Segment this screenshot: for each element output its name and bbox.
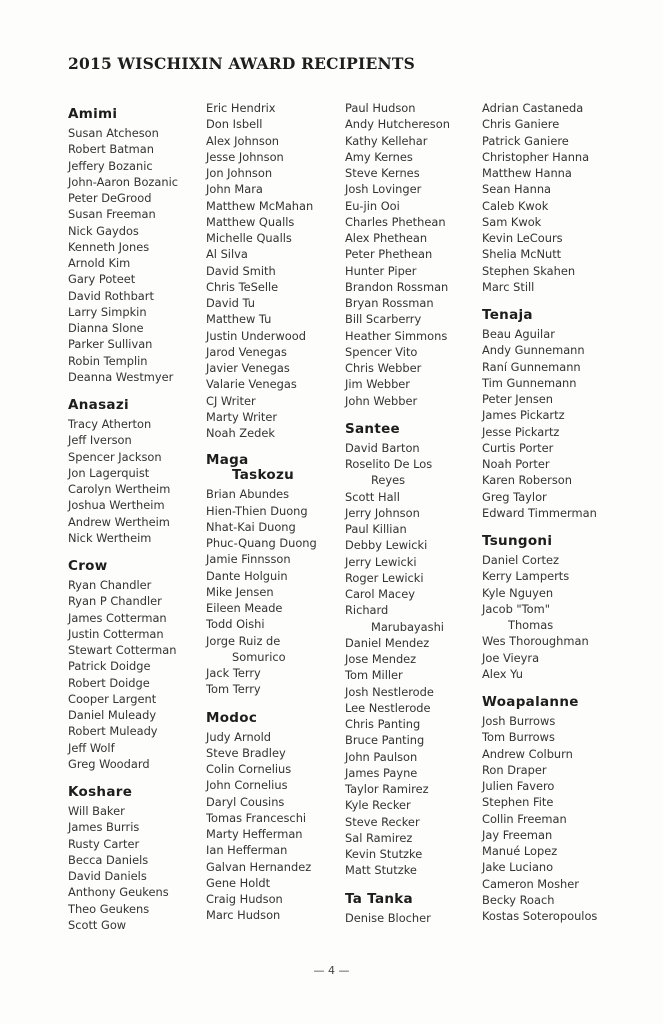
recipient-name: Phuc-Quang Duong xyxy=(206,536,317,550)
recipient-list xyxy=(68,125,218,385)
group-heading-text: Tenaja xyxy=(482,307,533,323)
recipient-name: Ron Draper xyxy=(482,762,547,777)
recipient-name: Kenneth Jones xyxy=(68,239,150,254)
recipient-list xyxy=(345,440,495,879)
recipient-name: Josh Burrows xyxy=(482,714,556,728)
recipient-name: Daniel Cortez xyxy=(482,553,559,567)
recipient-name: Nhat-Kai Duong xyxy=(206,519,296,534)
recipient-name: Valarie Venegas xyxy=(206,377,297,392)
recipient-name: Jorge Ruiz de xyxy=(206,633,281,648)
recipient-name: James Payne xyxy=(345,765,418,780)
recipient-name: Mike Jensen xyxy=(206,584,274,599)
recipient-group xyxy=(482,694,632,924)
recipient-name: James Pickartz xyxy=(482,408,565,423)
recipient-name: Bill Scarberry xyxy=(345,312,422,327)
group-heading xyxy=(345,891,495,907)
recipient-name: John Paulson xyxy=(345,749,418,764)
recipient-name: Becca Daniels xyxy=(68,852,149,867)
recipient-name: Will Baker xyxy=(68,804,125,818)
group-heading-text: Ta Tanka xyxy=(345,890,413,907)
recipient-list xyxy=(345,910,495,926)
recipient-name: Matthew Tu xyxy=(206,312,272,327)
recipient-name: Daryl Cousins xyxy=(206,794,285,809)
recipient-name: James Burris xyxy=(68,820,140,835)
recipient-name: John Webber xyxy=(345,393,418,408)
recipient-name: Robert Batman xyxy=(68,142,154,157)
group-heading-text-line2: Taskozu xyxy=(232,467,295,484)
recipient-name: Larry Simpkin xyxy=(68,304,147,319)
recipient-name: Parker Sullivan xyxy=(68,337,153,352)
recipient-name: Colin Cornelius xyxy=(206,762,292,776)
recipient-name: Heather Simmons xyxy=(345,328,448,343)
recipient-group xyxy=(345,421,495,879)
recipient-group xyxy=(482,533,632,682)
recipient-name: Arnold Kim xyxy=(68,256,131,270)
recipient-name: Tom Terry xyxy=(206,682,261,697)
recipient-list xyxy=(68,577,218,772)
recipient-name: Reyes xyxy=(371,473,406,488)
recipient-name: Paul Killian xyxy=(345,522,407,536)
recipient-name: Andy Gunnemann xyxy=(482,343,585,358)
group-heading-text: Anasazi xyxy=(68,397,129,413)
recipient-name: Roger Lewicki xyxy=(345,570,424,585)
recipient-name: Hunter Piper xyxy=(345,263,417,278)
recipient-name: Jake Luciano xyxy=(482,860,554,875)
recipient-name: Caleb Kwok xyxy=(482,198,549,213)
recipient-name: Alex Phethean xyxy=(345,231,428,245)
group-heading-text: Amimi xyxy=(68,106,118,122)
recipient-name: Peter Phethean xyxy=(345,247,433,262)
recipient-name: Tom Miller xyxy=(345,668,403,683)
recipient-name: Greg Woodard xyxy=(68,756,150,771)
recipient-list xyxy=(482,326,632,521)
recipient-name: Greg Taylor xyxy=(482,489,547,504)
group-heading xyxy=(68,397,218,413)
recipient-name: Nick Gaydos xyxy=(68,223,139,238)
recipient-name: Marc Still xyxy=(482,279,535,294)
recipient-name: Stephen Fite xyxy=(482,795,554,810)
recipient-name: Eric Hendrix xyxy=(206,101,276,115)
recipient-name: Matt Stutzke xyxy=(345,863,417,878)
recipient-name: Wes Thoroughman xyxy=(482,634,589,649)
recipient-group xyxy=(345,891,495,926)
recipient-list xyxy=(345,100,495,409)
recipient-name: Galvan Hernandez xyxy=(206,859,312,874)
group-heading xyxy=(482,533,632,549)
group-heading-text: Tsungoni xyxy=(482,533,553,549)
recipient-name: Justin Underwood xyxy=(206,328,306,343)
column-4 xyxy=(482,100,632,936)
column-1 xyxy=(68,100,218,945)
recipient-name: Josh Lovinger xyxy=(345,182,422,197)
recipient-name: Marubayashi xyxy=(371,619,444,634)
recipient-name: Kyle Nguyen xyxy=(482,585,554,600)
page-title: 2015 WISCHIXIN AWARD RECIPIENTS xyxy=(68,54,415,73)
recipient-list xyxy=(68,803,218,933)
recipient-name: Jesse Johnson xyxy=(206,149,284,164)
recipient-name: Robert Muleady xyxy=(68,724,158,739)
recipient-name: Deanna Westmyer xyxy=(68,369,174,384)
group-heading-text: Maga xyxy=(206,452,249,469)
recipient-name: David Rothbart xyxy=(68,288,154,303)
recipient-name: David Daniels xyxy=(68,869,147,883)
recipient-name: Steve Bradley xyxy=(206,745,286,760)
recipient-name: Susan Freeman xyxy=(68,207,156,222)
recipient-name: Chris TeSelle xyxy=(206,279,279,294)
recipient-name: Bruce Panting xyxy=(345,733,425,748)
recipient-name: Roselito De Los xyxy=(345,457,433,471)
recipient-group xyxy=(206,710,356,924)
recipient-name: Robert Doidge xyxy=(68,675,150,690)
group-heading xyxy=(68,784,218,800)
recipient-name: Tim Gunnemann xyxy=(482,375,577,390)
recipient-name: David Smith xyxy=(206,263,276,278)
recipient-name: Noah Porter xyxy=(482,457,550,471)
recipient-name: Kyle Recker xyxy=(345,798,411,813)
recipient-name: Kostas Soteropoulos xyxy=(482,909,598,923)
recipient-name: Tom Burrows xyxy=(482,730,555,745)
group-heading xyxy=(68,106,218,122)
recipient-name: Daniel Mendez xyxy=(345,635,430,650)
recipient-name: Alex Yu xyxy=(482,666,523,681)
recipient-name: Manué Lopez xyxy=(482,844,558,858)
recipient-name: Gene Holdt xyxy=(206,875,271,890)
recipient-list xyxy=(482,100,632,295)
recipient-name: Bryan Rossman xyxy=(345,296,434,310)
recipient-name: Dianna Slone xyxy=(68,321,144,335)
recipient-name: Steve Recker xyxy=(345,814,420,829)
recipient-name: Michelle Qualls xyxy=(206,231,292,245)
recipient-group xyxy=(68,784,218,933)
group-heading xyxy=(482,307,632,323)
recipient-name: Kathy Kellehar xyxy=(345,133,428,148)
recipient-name: Joshua Wertheim xyxy=(68,498,165,513)
recipient-group xyxy=(68,397,218,546)
recipient-name: Eu-jin Ooi xyxy=(345,198,400,213)
group-heading xyxy=(68,558,218,574)
recipient-name: Patrick Ganiere xyxy=(482,133,569,148)
recipient-name: Curtis Porter xyxy=(482,440,554,455)
recipient-name: Eileen Meade xyxy=(206,601,283,615)
recipient-name: Kevin Stutzke xyxy=(345,847,423,861)
group-heading-text: Woapalanne xyxy=(482,694,579,710)
recipient-name: Jay Freeman xyxy=(482,827,553,842)
recipient-list xyxy=(206,486,356,697)
recipient-name: Ryan P Chandler xyxy=(68,594,162,609)
recipient-group xyxy=(482,100,632,295)
recipient-list xyxy=(68,416,218,546)
recipient-name: Stephen Skahen xyxy=(482,263,576,278)
recipient-name: Taylor Ramirez xyxy=(345,782,429,796)
recipient-name: Justin Cotterman xyxy=(68,626,164,641)
recipient-name: Anthony Geukens xyxy=(68,885,169,900)
recipient-name: Gary Poteet xyxy=(68,272,136,287)
recipient-name: Hien-Thien Duong xyxy=(206,503,308,518)
recipient-group xyxy=(68,558,218,772)
recipient-name: John-Aaron Bozanic xyxy=(68,174,179,189)
recipient-name: Edward Timmerman xyxy=(482,505,597,520)
recipient-name: Patrick Doidge xyxy=(68,659,151,674)
recipient-name: Chris Panting xyxy=(345,717,421,731)
recipient-name: Jeff Iverson xyxy=(68,433,132,448)
recipient-name: Denise Blocher xyxy=(345,910,431,925)
recipient-name: Al Silva xyxy=(206,247,248,262)
recipient-name: Julien Favero xyxy=(482,779,555,793)
recipient-name: Josh Nestlerode xyxy=(345,684,434,699)
group-heading-text: Koshare xyxy=(68,784,133,800)
recipient-name: Jarod Venegas xyxy=(206,344,287,359)
recipient-name: Jeff Wolf xyxy=(68,740,115,755)
recipient-name: Collin Freeman xyxy=(482,811,567,826)
recipient-name: Robin Templin xyxy=(68,353,148,368)
recipient-name: Daniel Muleady xyxy=(68,708,157,722)
recipient-name: Matthew McMahan xyxy=(206,198,314,213)
recipient-name: Raní Gunnemann xyxy=(482,359,581,374)
recipient-name: Peter Jensen xyxy=(482,392,553,406)
recipient-name: Jack Terry xyxy=(206,666,261,680)
recipient-name: Nick Wertheim xyxy=(68,530,152,545)
recipient-name: Steve Kernes xyxy=(345,166,420,180)
recipient-name: Don Isbell xyxy=(206,117,263,132)
recipient-name: David Barton xyxy=(345,440,420,455)
recipient-name: John Mara xyxy=(206,182,263,197)
recipient-name: Jose Mendez xyxy=(345,652,417,666)
column-3 xyxy=(345,100,495,938)
recipient-name: Susan Atcheson xyxy=(68,126,159,140)
recipient-name: CJ Writer xyxy=(206,393,256,408)
recipient-name: Matthew Qualls xyxy=(206,214,295,229)
group-heading xyxy=(345,421,495,437)
recipient-name: Christopher Hanna xyxy=(482,149,590,164)
recipient-name: Andrew Wertheim xyxy=(68,514,170,529)
recipient-name: Chris Webber xyxy=(345,361,422,375)
recipient-name: Adrian Castaneda xyxy=(482,101,584,115)
group-heading-text: Modoc xyxy=(206,709,258,726)
recipient-name: Beau Aguilar xyxy=(482,327,555,341)
recipient-name: Ryan Chandler xyxy=(68,578,152,592)
recipient-name: Chris Ganiere xyxy=(482,117,560,132)
recipient-group xyxy=(68,106,218,385)
recipient-name: Marty Writer xyxy=(206,409,278,424)
recipient-name: Becky Roach xyxy=(482,892,555,907)
recipient-name: Jerry Lewicki xyxy=(345,554,417,569)
recipient-name: Jerry Johnson xyxy=(345,505,420,520)
recipient-name: Ian Hefferman xyxy=(206,843,288,858)
recipient-name: Todd Oishi xyxy=(206,617,265,632)
recipient-name: Scott Hall xyxy=(345,489,400,504)
group-heading xyxy=(206,453,356,483)
recipient-name: John Cornelius xyxy=(206,778,288,793)
recipient-name: Jon Lagerquist xyxy=(68,465,150,480)
recipient-name: Karen Roberson xyxy=(482,473,572,488)
recipient-name: Jon Johnson xyxy=(206,166,273,180)
recipient-name: Shelia McNutt xyxy=(482,247,562,262)
recipient-name: Brian Abundes xyxy=(206,487,290,502)
recipient-name: Thomas xyxy=(508,618,554,632)
recipient-name: Kerry Lamperts xyxy=(482,569,570,584)
recipient-name: Rusty Carter xyxy=(68,836,140,851)
recipient-name: Somurico xyxy=(232,649,286,664)
recipient-name: Amy Kernes xyxy=(345,149,413,164)
recipient-name: Cooper Largent xyxy=(68,691,157,706)
group-heading xyxy=(482,694,632,710)
recipient-name: Paul Hudson xyxy=(345,101,416,115)
recipient-name: Jeffery Bozanic xyxy=(68,158,153,173)
recipient-name: Dante Holguin xyxy=(206,568,288,583)
group-heading-text: Santee xyxy=(345,420,401,437)
recipient-name: Craig Hudson xyxy=(206,892,283,906)
column-2 xyxy=(206,100,356,936)
recipient-name: Carol Macey xyxy=(345,587,415,601)
recipient-name: Sam Kwok xyxy=(482,214,542,229)
recipient-name: Sean Hanna xyxy=(482,182,552,197)
recipient-name: Spencer Jackson xyxy=(68,449,162,464)
recipient-name: James Cotterman xyxy=(68,610,167,625)
recipient-name: Lee Nestlerode xyxy=(345,700,431,715)
recipient-name: Judy Arnold xyxy=(206,729,272,744)
recipient-list xyxy=(206,729,356,924)
recipient-group xyxy=(482,307,632,521)
recipient-name: Jim Webber xyxy=(345,377,410,392)
recipient-name: Debby Lewicki xyxy=(345,538,428,553)
page-number: — 4 — xyxy=(313,964,350,977)
recipient-name: Spencer Vito xyxy=(345,344,418,359)
recipient-name: Peter DeGrood xyxy=(68,191,152,205)
group-heading xyxy=(206,710,356,726)
recipient-name: Theo Geukens xyxy=(68,901,150,916)
recipient-name: Marty Hefferman xyxy=(206,827,303,841)
recipient-name: Stewart Cotterman xyxy=(68,643,177,657)
recipient-name: Marc Hudson xyxy=(206,908,281,923)
recipient-name: Cameron Mosher xyxy=(482,876,579,891)
recipient-name: Brandon Rossman xyxy=(345,279,449,294)
recipient-name: Tracy Atherton xyxy=(68,417,152,431)
recipient-name: Javier Venegas xyxy=(206,361,290,375)
recipient-list xyxy=(482,552,632,682)
recipient-group xyxy=(206,100,356,441)
recipient-name: Kevin LeCours xyxy=(482,231,563,245)
recipient-name: Andrew Colburn xyxy=(482,746,573,761)
recipient-name: Tomas Franceschi xyxy=(206,810,307,825)
recipient-name: Matthew Hanna xyxy=(482,166,572,180)
recipient-name: Richard xyxy=(345,603,389,618)
group-heading-text: Crow xyxy=(68,558,108,574)
recipient-name: David Tu xyxy=(206,296,255,310)
recipient-group xyxy=(345,100,495,409)
recipient-name: Andy Hutchereson xyxy=(345,117,450,132)
recipient-name: Jacob "Tom" xyxy=(482,601,550,616)
recipient-name: Charles Phethean xyxy=(345,214,446,229)
recipient-group xyxy=(206,453,356,697)
recipient-name: Jesse Pickartz xyxy=(482,424,560,439)
recipient-name: Sal Ramirez xyxy=(345,830,413,845)
recipient-name: Joe Vieyra xyxy=(482,650,540,665)
recipient-name: Scott Gow xyxy=(68,917,127,932)
recipient-list xyxy=(206,100,356,441)
recipient-name: Noah Zedek xyxy=(206,426,275,440)
recipient-name: Carolyn Wertheim xyxy=(68,482,171,496)
recipient-list xyxy=(482,713,632,924)
recipient-name: Jamie Finnsson xyxy=(206,552,291,567)
recipient-name: Alex Johnson xyxy=(206,133,280,148)
